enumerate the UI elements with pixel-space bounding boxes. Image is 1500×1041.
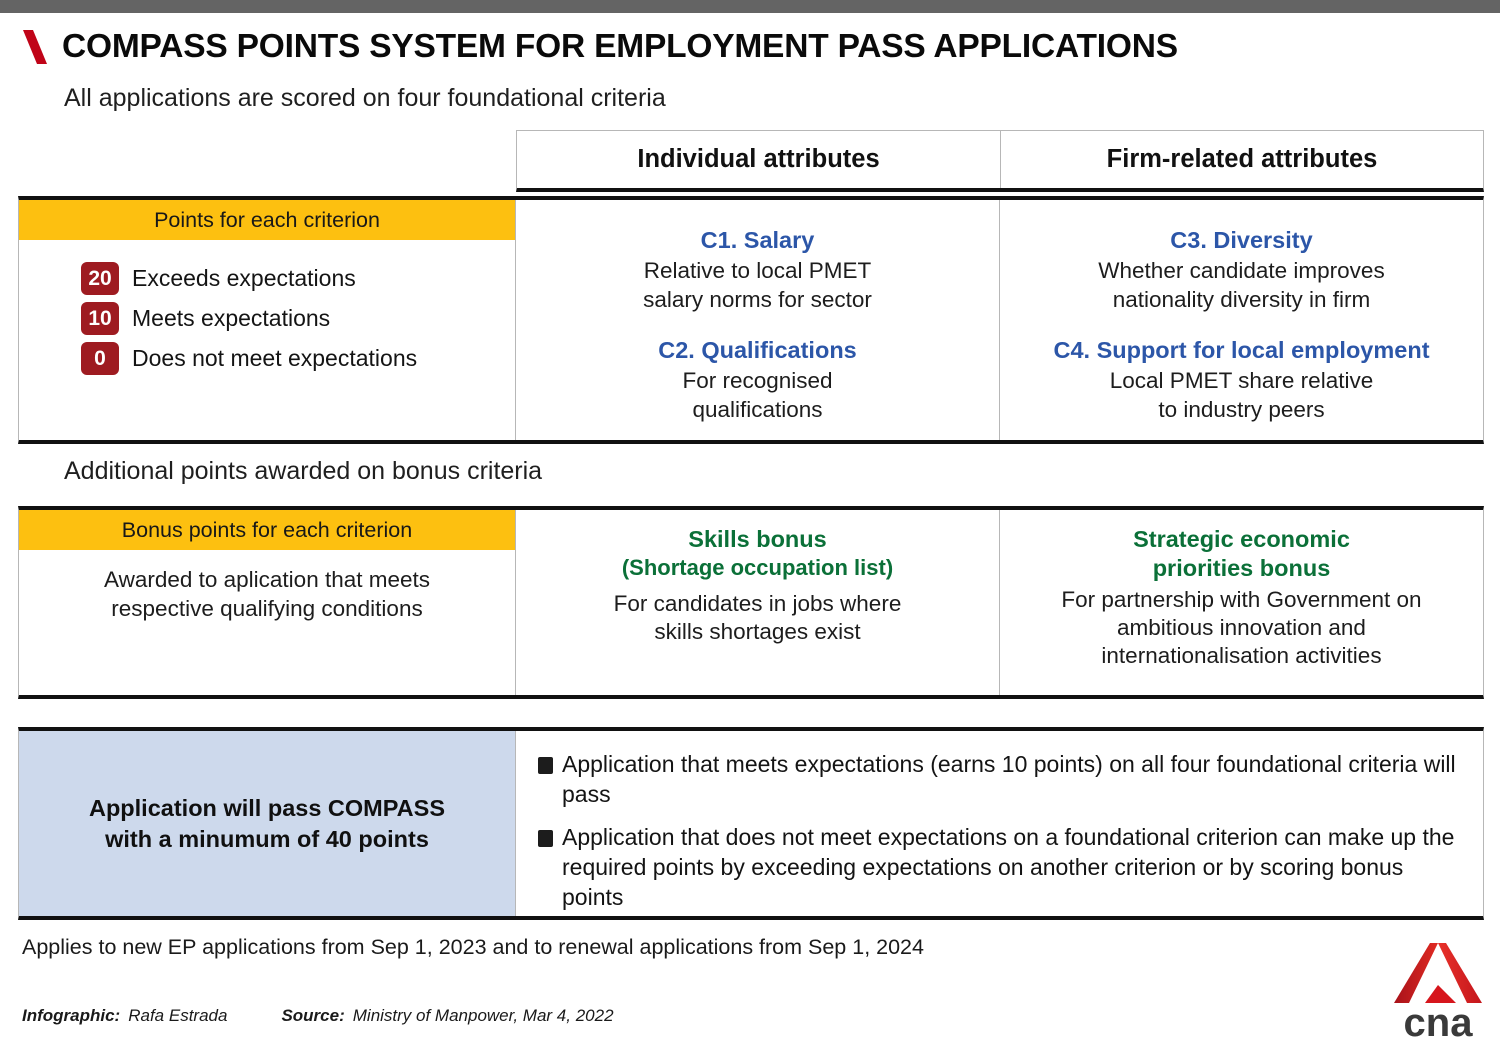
attribute-column-headers — [516, 130, 1484, 192]
cna-logo-text: cna — [1403, 1001, 1473, 1041]
criterion-c3 — [1000, 226, 1483, 314]
criterion-title: C2. Qualifications — [658, 337, 857, 364]
cna-logo — [1392, 941, 1484, 1041]
pass-rules-panel — [515, 731, 1483, 916]
bonus-section-heading: Additional points awarded on bonus criteria — [64, 457, 543, 485]
bonus-title: Skills bonus — [688, 526, 827, 552]
bonus-panel-band: Bonus points for each criterion — [19, 510, 515, 550]
criterion-c4 — [1000, 336, 1483, 424]
bonus-description: For partnership with Government on ambitious innovation and internationalisation activities — [1061, 586, 1422, 669]
criterion-title: C1. Salary — [700, 227, 815, 253]
pass-summary-table — [18, 727, 1484, 920]
points-badge-label: Exceeds expectations — [132, 265, 356, 291]
points-badge: 10 — [81, 302, 119, 335]
bonus-title: Strategic economic priorities bonus — [1133, 526, 1350, 582]
square-bullet-icon — [538, 757, 553, 774]
source-label: Source: — [281, 1006, 345, 1025]
criterion-description: Local PMET share relative to industry peers — [1109, 368, 1374, 422]
bonus-points-panel — [19, 510, 515, 695]
firm-attributes-cell — [999, 200, 1483, 440]
criterion-title: C4. Support for local employment — [1053, 337, 1430, 364]
bonus-description: For candidates in jobs where skills shortages exist — [613, 590, 902, 645]
points-panel — [19, 200, 515, 440]
infographic-value: Rafa Estrada — [128, 1006, 228, 1025]
foundational-criteria-table — [18, 196, 1484, 444]
list-item — [81, 262, 515, 295]
criterion-description: Whether candidate improves nationality diversity in firm — [1098, 258, 1385, 312]
points-badge-label: Does not meet expectations — [132, 345, 418, 371]
pass-rule-text: Application that does not meet expectations on a foundational criterion can make up the required points by exceeding expectations on another criterion or by scoring bonus points — [562, 823, 1455, 910]
page-title: COMPASS POINTS SYSTEM FOR EMPLOYMENT PASS APPLICATIONS — [62, 28, 1178, 65]
list-item — [538, 823, 1461, 913]
bonus-criteria-table — [18, 506, 1484, 699]
pass-threshold-text: Application will pass COMPASS with a minumum of 40 points — [88, 794, 446, 852]
square-bullet-icon — [538, 830, 553, 847]
list-item — [81, 342, 515, 375]
strategic-bonus-content — [1000, 510, 1483, 671]
criterion-title: C3. Diversity — [1170, 227, 1313, 253]
infographic-page — [0, 13, 1500, 1040]
bonus-panel-description: Awarded to aplication that meets respective qualifying conditions — [103, 567, 431, 621]
pass-threshold-panel — [19, 731, 515, 916]
red-slash-icon — [22, 27, 48, 67]
points-panel-band: Points for each criterion — [19, 200, 515, 240]
criterion-description: Relative to local PMET salary norms for sector — [643, 258, 872, 312]
points-badge: 0 — [81, 342, 119, 375]
strategic-bonus-cell — [999, 510, 1483, 695]
criterion-description: For recognised qualifications — [682, 368, 833, 422]
source-value: Ministry of Manpower, Mar 4, 2022 — [352, 1006, 614, 1025]
applicability-note: Applies to new EP applications from Sep 1, 2023 and to renewal applications from Sep 1, 2024 — [22, 935, 924, 959]
column-header-firm: Firm-related attributes — [1000, 131, 1483, 188]
column-header-individual: Individual attributes — [637, 145, 880, 173]
top-accent-bar — [0, 0, 1500, 13]
bonus-subtitle: (Shortage occupation list) — [621, 555, 894, 581]
criterion-c1 — [516, 226, 999, 314]
list-item — [538, 750, 1461, 810]
points-legend-list — [19, 240, 515, 375]
criterion-c2 — [516, 336, 999, 424]
skills-bonus-cell — [515, 510, 999, 695]
pass-rule-text: Application that meets expectations (earns 10 points) on all four foundational criteria will pass — [562, 751, 1456, 807]
page-subtitle: All applications are scored on four foundational criteria — [64, 84, 666, 112]
infographic-label: Infographic: — [22, 1006, 121, 1025]
list-item — [81, 302, 515, 335]
individual-attributes-cell — [515, 200, 999, 440]
points-badge: 20 — [81, 262, 119, 295]
credits-line — [22, 1006, 614, 1026]
skills-bonus-content — [516, 510, 999, 647]
page-title-row — [22, 27, 1178, 67]
points-badge-label: Meets expectations — [132, 305, 331, 331]
